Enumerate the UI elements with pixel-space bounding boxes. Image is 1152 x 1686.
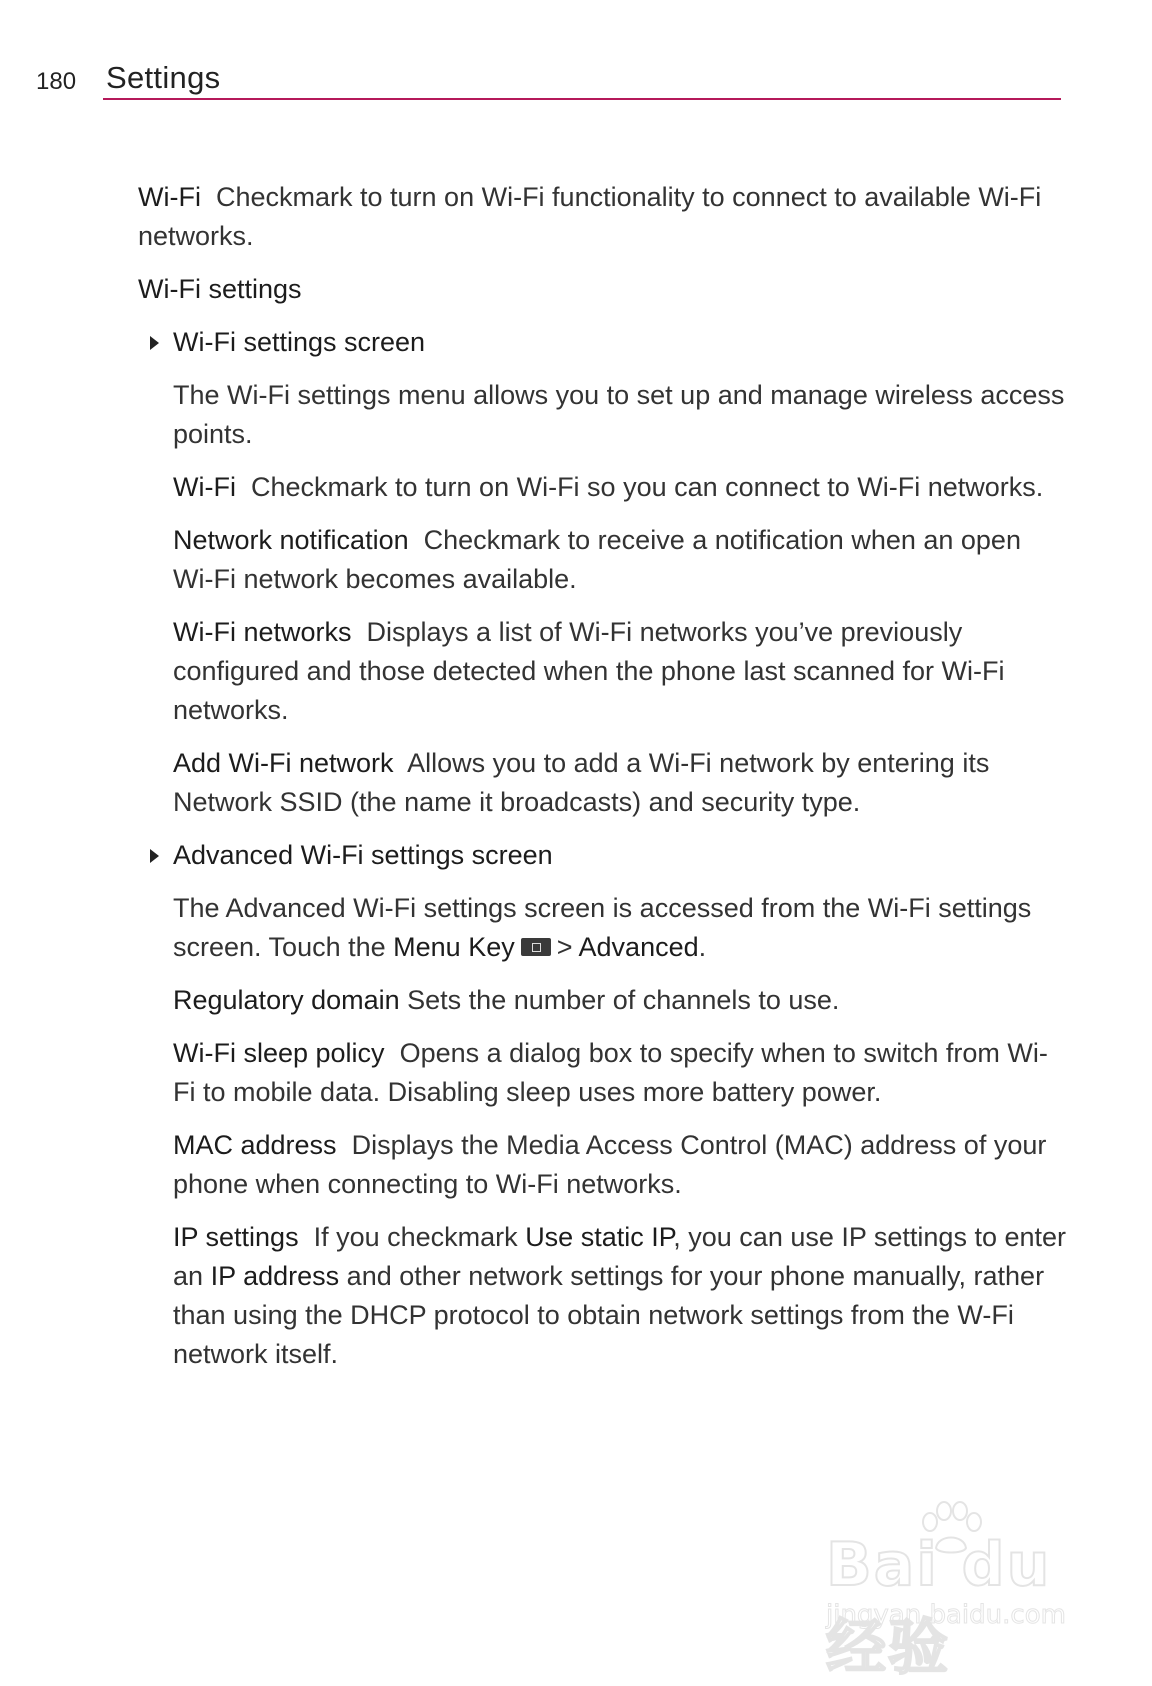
setting-description: Displays a list of Wi-Fi networks you’ve previously configured and those detected when the phone last scanned for Wi-Fi networks. (173, 617, 1005, 725)
bullet-advanced-wifi-settings-screen (138, 836, 1068, 875)
setting-description: Checkmark to turn on Wi-Fi so you can connect to Wi-Fi networks. (250, 472, 1044, 502)
ip-text-1: If you checkmark (313, 1222, 518, 1252)
header-divider (103, 98, 1061, 100)
setting-term: Wi-Fi (173, 472, 236, 502)
menu-key-label: Menu Key (393, 932, 515, 962)
menu-key-icon (521, 938, 551, 956)
setting-term: IP settings (173, 1222, 299, 1252)
use-static-ip-label: Use static IP (525, 1222, 674, 1252)
wifi-paragraph (138, 178, 1068, 256)
setting-term: Network notification (173, 525, 409, 555)
bullet-label: Advanced Wi-Fi settings screen (173, 840, 553, 870)
watermark-url: jingyan.baidu.com (826, 1600, 1066, 1630)
bullet-label: Wi-Fi settings screen (173, 327, 426, 357)
baidu-watermark (826, 1500, 1096, 1683)
setting-term: Add Wi-Fi network (173, 748, 394, 778)
page-number: 180 (36, 68, 77, 95)
setting-item (173, 744, 1068, 822)
setting-description: Displays the Media Access Control (MAC) address of your phone when connecting to Wi-Fi networks. (173, 1130, 1047, 1199)
wifi-term: Wi-Fi (138, 182, 201, 212)
triangle-bullet-icon (150, 849, 159, 863)
setting-description: Checkmark to receive a notification when an open Wi-Fi network becomes available. (173, 525, 1021, 594)
main-content (138, 178, 1068, 1388)
page-title: Settings (106, 60, 221, 95)
triangle-bullet-icon (150, 336, 159, 350)
intro-text: The Advanced Wi-Fi settings screen is accessed from the Wi-Fi settings screen. Touch the (173, 893, 1032, 962)
setting-item (173, 1126, 1068, 1204)
setting-term: Wi-Fi networks (173, 617, 352, 647)
gt-symbol: > (556, 932, 573, 962)
advanced-wifi-section (138, 889, 1068, 1374)
setting-description: Opens a dialog box to specify when to switch from Wi-Fi to mobile data. Disabling sleep uses more battery power. (173, 1038, 1048, 1107)
setting-item (173, 468, 1068, 507)
section-intro (173, 889, 1068, 967)
setting-term: Regulatory domain (173, 985, 400, 1015)
setting-item (173, 1034, 1068, 1112)
ip-address-label: IP address (210, 1261, 340, 1291)
advanced-label: Advanced (578, 932, 699, 962)
ip-text-2: , you can use IP settings to enter an (173, 1222, 1067, 1291)
wifi-description: Checkmark to turn on Wi-Fi functionality to connect to available Wi-Fi networks. (138, 182, 1042, 251)
setting-item (173, 521, 1068, 599)
period: . (698, 932, 707, 962)
setting-term: MAC address (173, 1130, 337, 1160)
ip-settings-item (173, 1218, 1068, 1374)
setting-item (173, 981, 1068, 1020)
setting-item (173, 613, 1068, 730)
bullet-wifi-settings-screen (138, 323, 1068, 362)
setting-description: Allows you to add a Wi-Fi network by entering its Network SSID (the name it broadcasts) and security type. (173, 748, 990, 817)
section-intro: The Wi-Fi settings menu allows you to set up and manage wireless access points. (173, 380, 1065, 449)
watermark-logo: Bai du 经验 (826, 1530, 1052, 1683)
setting-term: Wi-Fi sleep policy (173, 1038, 385, 1068)
wifi-settings-section (138, 376, 1068, 822)
setting-description: Sets the number of channels to use. (407, 985, 840, 1015)
page-header (0, 0, 1152, 110)
ip-text-3: and other network settings for your phone manually, rather than using the DHCP protocol to obtain network settings from the W-Fi network itself. (173, 1261, 1045, 1369)
wifi-settings-heading: Wi-Fi settings (138, 274, 302, 304)
